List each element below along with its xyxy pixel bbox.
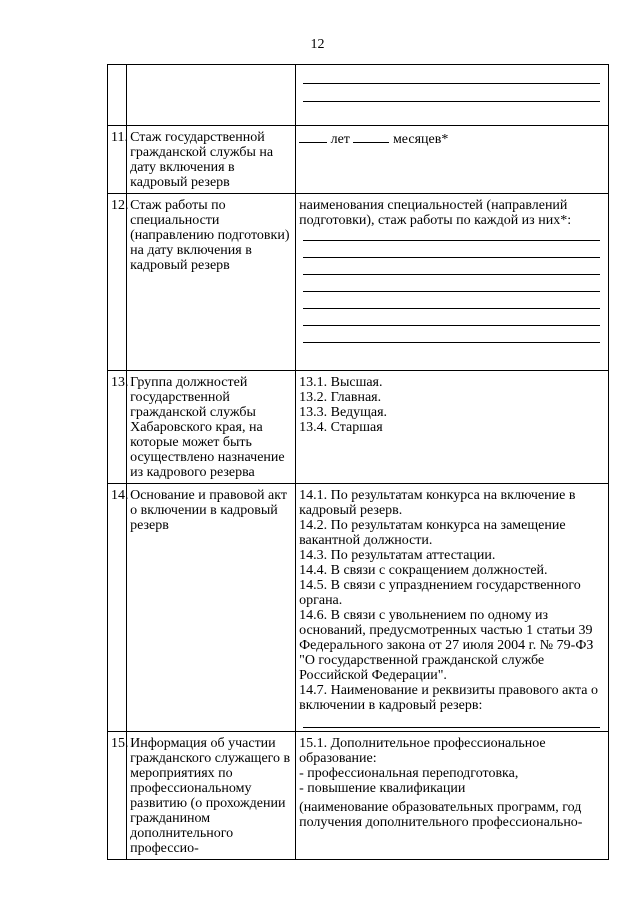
fill-line: [303, 257, 600, 258]
row-content: [296, 65, 609, 126]
row-number: 12.: [108, 194, 127, 371]
service-length-line: [299, 130, 606, 147]
row-content: [296, 732, 609, 860]
list-item: 13.4. Старшая: [299, 420, 383, 435]
row-content: [296, 371, 609, 484]
list-item: 13.1. Высшая.: [299, 375, 383, 390]
fill-line: [303, 83, 600, 84]
list-item: 14.3. По результатам аттестации.: [299, 548, 496, 563]
fill-line: [303, 727, 600, 728]
years-word: лет: [330, 132, 350, 147]
fill-line: [303, 101, 600, 102]
list-item: 14.4. В связи с сокращением должностей.: [299, 563, 548, 578]
list-item: 13.3. Ведущая.: [299, 405, 388, 420]
row-label: [127, 65, 296, 126]
page-number: 12: [310, 37, 325, 52]
fill-line: [303, 240, 600, 241]
list-item: 14.5. В связи с упразднением государственного органа.: [299, 578, 581, 608]
reserve-form-table: [107, 64, 609, 860]
table-row-12: [108, 194, 609, 371]
row-content: [296, 126, 609, 194]
row-label: Стаж работы по специальности (направлению подготовки) на дату включения в кадровый резерв: [127, 194, 296, 371]
row-label: Группа должностей государственной гражданской службы Хабаровского края, на которые может быть осуществлено назначение из кадрового резерва: [127, 371, 296, 484]
row-label: Основание и правовой акт о включении в кадровый резерв: [127, 484, 296, 732]
list-item: (наименование образовательных программ, год получения дополнительного профессионально-: [299, 800, 583, 830]
fill-line: [303, 325, 600, 326]
months-blank: [353, 130, 389, 143]
table-row-11: [108, 126, 609, 194]
list-item: 14.6. В связи с увольнением по одному из оснований, предусмотренных частью 1 статьи 39 Федерального закона от 27 июля 2004 г. № 79-ФЗ "О государственной гражданской службе Российской Федерации".: [299, 608, 594, 683]
table-row-continuation: [108, 65, 609, 126]
months-word: месяцев*: [392, 132, 449, 147]
table-row-13: [108, 371, 609, 484]
row-number: 15.: [108, 732, 127, 860]
list-item: 13.2. Главная.: [299, 390, 382, 405]
list-item: 14.2. По результатам конкурса на замещение вакантной должности.: [299, 518, 566, 548]
row-content: [296, 484, 609, 732]
row-content: [296, 194, 609, 371]
list-item: 15.1. Дополнительное профессиональное образование:: [299, 736, 546, 766]
row-content-text: наименования специальностей (направлений подготовки), стаж работы по каждой из них*:: [299, 198, 572, 228]
fill-line: [303, 308, 600, 309]
row-number: 13.: [108, 371, 127, 484]
fill-line: [303, 291, 600, 292]
row-number: 11.: [108, 126, 127, 194]
fill-line: [303, 274, 600, 275]
table-row-14: [108, 484, 609, 732]
list-item: 14.7. Наименование и реквизиты правового акта о включении в кадровый резерв:: [299, 683, 598, 713]
list-item: - повышение квалификации: [299, 781, 466, 796]
list-item: - профессиональная переподготовка,: [299, 766, 519, 781]
row-label: Стаж государственной гражданской службы на дату включения в кадровый резерв: [127, 126, 296, 194]
row-number: [108, 65, 127, 126]
years-blank: [299, 130, 327, 143]
list-item: 14.1. По результатам конкурса на включение в кадровый резерв.: [299, 488, 576, 518]
row-label: Информация об участии гражданского служащего в мероприятиях по профессиональному развитию (о прохождении гражданином дополнительного профессио-: [127, 732, 296, 860]
table-row-15: [108, 732, 609, 860]
row-number: 14.: [108, 484, 127, 732]
fill-line: [303, 342, 600, 343]
